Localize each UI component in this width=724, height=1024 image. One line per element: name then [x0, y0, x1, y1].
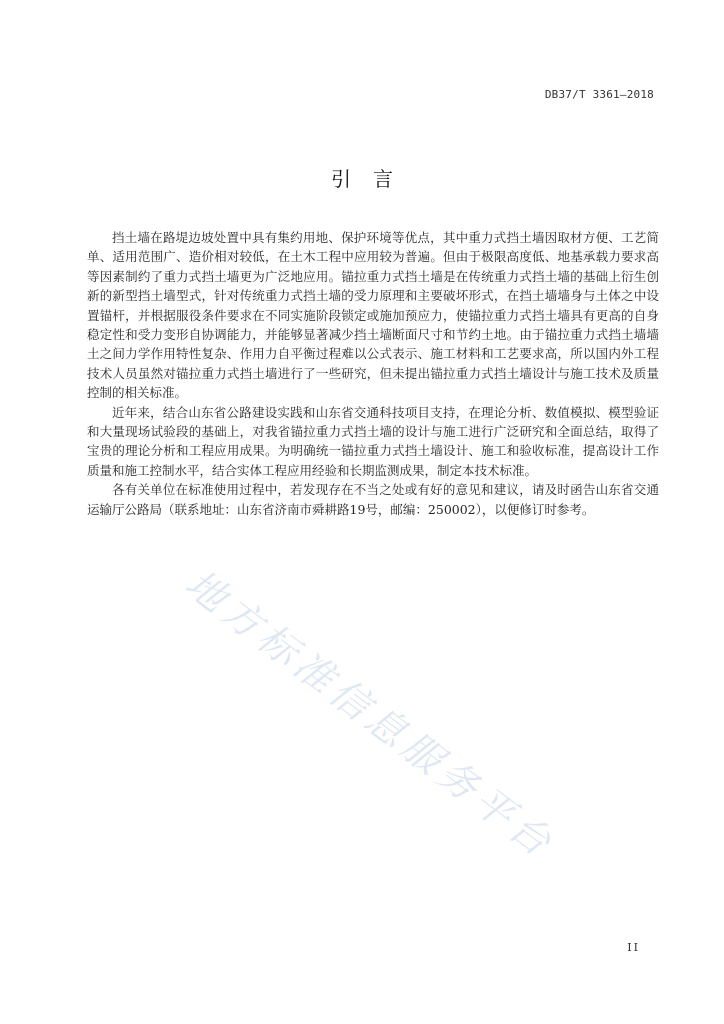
paragraph: 近年来，结合山东省公路建设实践和山东省交通科技项目支持，在理论分析、数值模拟、模型验证和大量现场试验段的基础上，对我省锚拉重力式挡土墙的设计与施工进行广泛研究和全面总结，取得了宝贵的理论分析和工程应用成果。为明确统一锚拉重力式挡土墙设计、施工和验收标准，提高设计工作质量和施工控制水平，结合实体工程应用经验和长期监测成果，制定本技术标准。 [87, 404, 659, 478]
paragraph: 挡土墙在路堤边坡处置中具有集约用地、保护环境等优点，其中重力式挡土墙因取材方便、工艺简单、适用范围广、造价相对较低，在土木工程中应用较为普遍。但由于极限高度低、地基承载力要求高等因素制约了重力式挡土墙更为广泛地应用。锚拉重力式挡土墙是在传统重力式挡土墙的基础上衍生创新的新型挡土墙型式，针对传统重力式挡土墙的受力原理和主要破坏形式，在挡土墙墙身与土体之中设置锚杆，并根据服役条件要求在不同实施阶段锁定或施加预应力，使锚拉重力式挡土墙具有更高的自身稳定性和受力变形自协调能力，并能够显著减少挡土墙断面尺寸和节约土地。由于锚拉重力式挡土墙墙土之间力学作用特性复杂、作用力自平衡过程难以公式表示、施工材料和工艺要求高，所以国内外工程技术人员虽然对锚拉重力式挡土墙进行了一些研究，但未提出锚拉重力式挡土墙设计与施工技术及质量控制的相关标准。 [87, 230, 659, 401]
document-code: DB37/T 3361—2018 [544, 88, 654, 101]
body-text [87, 228, 659, 519]
paragraph: 各有关单位在标准使用过程中，若发现存在不当之处或有好的意见和建议，请及时函告山东省交通运输厅公路局（联系地址：山东省济南市舜耕路19号，邮编：250002），以便修订时参考。 [87, 482, 659, 517]
page-number: II [627, 941, 640, 954]
watermark: 地方标准信息服务平台 [176, 561, 564, 869]
page-title: 引言 [331, 167, 415, 191]
